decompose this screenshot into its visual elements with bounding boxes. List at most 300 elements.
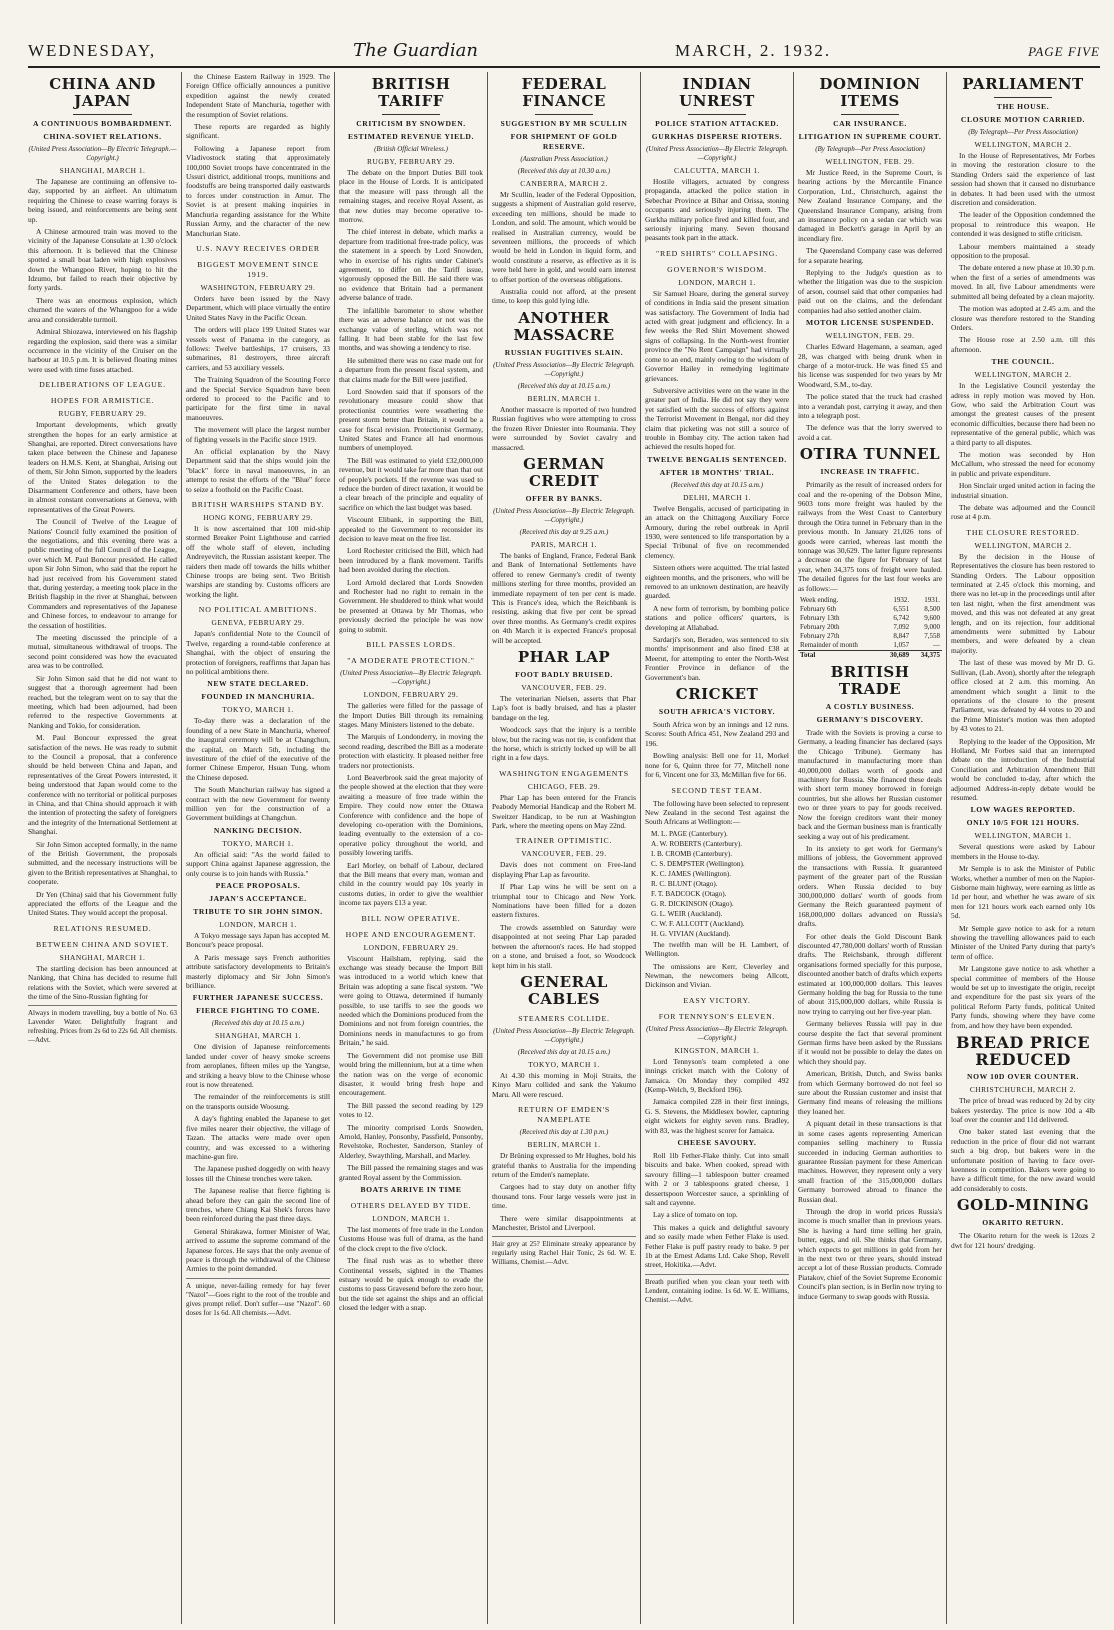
subheading: "A MODERATE PROTECTION." bbox=[347, 656, 475, 666]
article-body bbox=[645, 504, 789, 682]
subheading: ESTIMATED REVENUE YIELD. bbox=[347, 132, 474, 141]
masthead-page-number: PAGE FIVE bbox=[1028, 44, 1100, 59]
received-note: (Received this day at 10.30 a.m.) bbox=[517, 167, 611, 175]
dateline: TOKYO, MARCH 1. bbox=[222, 838, 294, 848]
advertisement: Hair grey at 25? Eliminate streaky appearance by regularly using Rachel Hair Tonic, 2s 6d. W. E. Williams, Chemist.—Advt. bbox=[492, 1236, 636, 1267]
subheading: TWELVE BENGALIS SENTENCED. bbox=[647, 454, 787, 464]
team-member: A. W. ROBERTS (Canterbury). bbox=[651, 839, 743, 848]
paragraph: The House rose at 2.50 a.m. till this afternoon. bbox=[951, 335, 1095, 354]
paragraph: At 4.30 this morning in Moji Straits, the Kinyo Maru collided and sank the Yakumo Maru. All were rescued. bbox=[492, 1070, 636, 1099]
subheading: GURKHAS DISPERSE RIOTERS. bbox=[651, 132, 783, 141]
table-cell: — bbox=[933, 641, 940, 650]
subheading: RELATIONS RESUMED. bbox=[53, 923, 152, 933]
paragraph: The defence was that the lorry swerved to avoid a cat. bbox=[798, 423, 942, 442]
masthead-date: MARCH, 2. 1932. bbox=[674, 41, 832, 60]
paragraph: The motion was adopted at 2.45 a.m. and the closure was therefore restored to the Standing Orders. bbox=[951, 304, 1095, 332]
article-body bbox=[951, 1096, 1095, 1193]
dateline: SHANGHAI, MARCH 1. bbox=[215, 1031, 301, 1041]
article-body bbox=[186, 931, 330, 990]
subheading: AFTER 18 MONTHS' TRIAL. bbox=[659, 467, 775, 477]
paragraph: The minority comprised Lords Snowden, Arnold, Hanley, Ponsonby, Passfield, Ponsonby, Revelstoke, Rochester, Sanderson, Stanley of Alderley, Swaythling, Marshall, and Marley. bbox=[339, 1122, 483, 1160]
divider bbox=[535, 114, 593, 115]
paragraph: If Phar Lap wins he will be sent on a triumphal tour to Chicago and New York. Nominations have been filled for a dozen eastern fixtures. bbox=[492, 882, 636, 920]
headline-another-massacre: ANOTHER MASSACRE bbox=[513, 308, 615, 344]
paragraph: Lord Rochester criticised the Bill, which had been introduced by a flank movement. Tariffs had been avoided during the election. bbox=[339, 546, 483, 575]
column-2 bbox=[181, 72, 334, 1624]
table-cell: February 6th bbox=[800, 605, 836, 614]
paragraph: The motion was seconded by Hon McCallum, who stressed the need for economy in public and private expenditure. bbox=[951, 449, 1095, 478]
paragraph: The price of bread was reduced by 2d by city bakers yesterday. The price is now 10d a 4lb loaf over the counter and 11d delivered. bbox=[951, 1096, 1095, 1124]
paragraph: Mr Semple gave notice to ask for a return showing the travelling allowances paid to each Minister of the United Party during that party's term of office. bbox=[951, 923, 1095, 961]
article-body bbox=[28, 420, 177, 918]
paragraph: The police stated that the truck had crashed into a verandah post, carrying it away, and then into a telegraph post. bbox=[798, 392, 942, 420]
article-body bbox=[186, 716, 330, 822]
dateline: CANBERRA, MARCH 2. bbox=[520, 179, 608, 188]
table-cell: Remainder of month bbox=[800, 641, 858, 650]
subheading: WASHINGTON ENGAGEMENTS bbox=[499, 768, 629, 778]
paragraph: The veterinarian Nielsen, asserts that Phar Lap's foot is badly bruised, and has a plaster bandage on the leg. bbox=[492, 693, 636, 722]
paragraph: The orders will place 199 United States war vessels west of Panama in the category, as follows: Twelve battleships, 17 cruisers, 33 submarines, 81 destroyers, three aircraft carriers, and 53 auxiliary vessels. bbox=[186, 325, 330, 372]
table-header-cell: 1931. bbox=[924, 596, 940, 605]
headline-dominion-items: DOMINION ITEMS bbox=[819, 75, 921, 110]
article-body bbox=[492, 1151, 636, 1232]
subheading: OFFER BY BANKS. bbox=[525, 493, 603, 503]
table-row bbox=[798, 641, 942, 651]
article-body bbox=[186, 524, 330, 599]
paragraph: Subversive activities were on the wane in the greater part of India. He did not say they were yet satisfied with the success of efforts against the Terrorist Movement in Bengal, nor did they claim that picketing was not still a source of trouble in Bombay city. The action taken had achieved the results hoped for. bbox=[645, 385, 789, 452]
table-cell: 6,551 bbox=[893, 605, 910, 614]
subheading: BOATS ARRIVE IN TIME bbox=[360, 1184, 462, 1194]
article-body bbox=[645, 940, 789, 990]
columns bbox=[28, 72, 1100, 1624]
subheading: BILL PASSES LORDS. bbox=[366, 640, 456, 650]
dateline: LONDON, FEBRUARY 29. bbox=[363, 942, 459, 952]
dateline: WELLINGTON, FEB. 29. bbox=[825, 331, 915, 341]
subheading: FOUNDED IN MANCHURIA. bbox=[201, 692, 315, 702]
wire-credit: (United Press Association—By Electric Telegraph.—Copyright.) bbox=[646, 1024, 788, 1042]
dateline: CHRISTCHURCH, MARCH 2. bbox=[969, 1085, 1077, 1095]
article-body bbox=[645, 177, 789, 243]
masthead-title: The Guardian bbox=[353, 40, 479, 61]
column-6 bbox=[793, 72, 946, 1624]
paragraph: For other deals the Gold Discount Bank discounted 47,780,000 dollars' worth of Russian drafts. The Reichsbank, through different organisations formed specially for this purpose, discounted another batch of drafts which experts estimated at 100,000,000 dollars. This leaves Germany holding the bag for Russia to the tune of about 315,000,000 dollars, while Russia is now trying to carrying out her five-year plan. bbox=[798, 931, 942, 1016]
paragraph: The debate was adjourned and the Council rose at 4 p.m. bbox=[951, 503, 1095, 522]
paragraph: The galleries were filled for the passage of the Import Duties Bill through its remaining stages. Many Ministers listened to the debate. bbox=[339, 701, 483, 729]
received-note: (Received this day at 10.15 a.m.) bbox=[517, 381, 611, 390]
paragraph: The remainder of the reinforcements is still on the transports outside Woosung. bbox=[186, 1092, 330, 1111]
article-body bbox=[798, 728, 942, 1301]
subheading: CHEESE SAVOURY. bbox=[677, 1138, 757, 1147]
paragraph: An official explanation by the Navy Department said that the ships would join the "black" force in naval manoeuvres, in an attempt to resist the efforts of the "Blue" force to seize a foothold on the Pacific Coast. bbox=[186, 447, 330, 494]
paragraph: A Tokyo message says Japan has accepted M. Boncour's peace proposal. bbox=[186, 931, 330, 950]
headline-british-tariff: BRITISH TARIFF bbox=[371, 75, 451, 110]
dateline: PARIS, MARCH 1. bbox=[531, 539, 597, 549]
table-cell: 30,689 bbox=[880, 651, 911, 661]
paragraph: Hon Sinclair urged united action in facing the industrial situation. bbox=[951, 481, 1095, 500]
paragraph: The Queensland Company case was deferred for a separate hearing. bbox=[798, 246, 942, 265]
dateline: CHICAGO, FEB. 29. bbox=[527, 781, 601, 791]
subheading: A CONTINUOUS BOMBARDMENT. bbox=[32, 119, 173, 128]
table-cell: 8,847 bbox=[893, 632, 910, 641]
subheading: A COSTLY BUSINESS. bbox=[825, 702, 915, 712]
dateline: VANCOUVER, FEB. 29. bbox=[521, 682, 607, 692]
paragraph: The Council of Twelve of the League of Nations' Council fully examined the position of the negotiations, and this evening there was a public meeting of the full Council of the League, over which M. Paul Boncour presided. He called upon Sir John Simon, who said that the report he had just received from his Government stated that, during yesterday, a meeting took place in the British flagship in the river at Shanghai, between Commanders and representatives of the Japanese and Chinese forces, to endeavour to arrange for the cessation of hostilities. bbox=[28, 517, 177, 630]
wire-credit: (United Press Association—By Electric Telegraph.—Copyright.) bbox=[28, 145, 177, 162]
paragraph: There was an enormous explosion, which churned the waters of the Whangpoo for a wide area and considerable turmoil. bbox=[28, 295, 177, 324]
team-member: I. B. CROMB (Canterbury). bbox=[651, 849, 733, 858]
team-member: K. C. JAMES (Wellington). bbox=[651, 869, 732, 878]
paragraph: The leader of the Opposition condemned the proposal to reintroduce this weapon. He contended it was designed to stifle criticism. bbox=[951, 210, 1095, 239]
dateline: WELLINGTON, MARCH 1. bbox=[974, 831, 1072, 841]
divider bbox=[994, 97, 1052, 98]
received-note: (Received this day at 1.30 p.m.) bbox=[519, 1128, 609, 1137]
paragraph: Lord Arnold declared that Lords Snowden and Rochester had no right to remain in the Government. He shuddered to think what would be presented at Ottawa by Mr Thomas, who previously decried the principle he was now going to submit. bbox=[339, 577, 483, 634]
paragraph: To-day there was a declaration of the founding of a new State in Manchuria, whereof the inaugural ceremony will be at Changchun, the capital, on March 5th, including the investiture of the chief of the executive of the former Chinese Emperor, Hsuan Tung, whom the Chinese deposed. bbox=[186, 716, 330, 782]
headline-china-and-japan: CHINA AND JAPAN bbox=[49, 75, 156, 110]
article-body bbox=[492, 190, 636, 306]
dateline: DELHI, MARCH 1. bbox=[683, 492, 751, 502]
column-1 bbox=[28, 72, 181, 1624]
dateline: WELLINGTON, MARCH 2. bbox=[974, 140, 1072, 149]
paragraph: The crowds assembled on Saturday were disappointed at not seeing Phar Lap paraded between the afternoon's races. He had stopped on a stone, and bruised a foot, so Woodcock kept him in his stall. bbox=[492, 922, 636, 970]
subheading: SECOND TEST TEAM. bbox=[671, 785, 763, 795]
dateline: WELLINGTON, FEB. 29. bbox=[825, 157, 915, 166]
headline-phar-lap: PHAR LAP bbox=[517, 647, 611, 666]
subheading: FURTHER JAPANESE SUCCESS. bbox=[192, 993, 324, 1003]
article-body bbox=[186, 850, 330, 878]
subheading: NANKING DECISION. bbox=[213, 825, 303, 835]
paragraph: A day's fighting enabled the Japanese to get five miles nearer their objective, the village of Tazan. The attacks were made over open country, and was excessed to a withering machine-gun fire. bbox=[186, 1114, 330, 1161]
paragraph: The Japanese are continuing an offensive to-day, supported by an airfleet. An ultimatum requiring the Chinese to cease warring forays is being issued, and reinforcements are being sent up. bbox=[28, 177, 177, 224]
dateline: VANCOUVER, FEB. 29. bbox=[521, 849, 607, 859]
subheading: PEACE PROPOSALS. bbox=[215, 881, 301, 890]
table-cell: 7,558 bbox=[924, 632, 940, 641]
subheading: SOUTH AFRICA'S VICTORY. bbox=[658, 707, 776, 717]
article-body bbox=[492, 1071, 636, 1099]
column-4 bbox=[487, 72, 640, 1624]
subheading: HOPE AND ENCOURAGEMENT. bbox=[345, 929, 477, 939]
paragraph: Through the drop in world prices Russia's income is much smaller than in previous years. She is having a hard time selling her grain, butter, eggs, and oil. She thinks that Germany, which expects to get millions in gold from her in the next two or three years, should instead accept a lot of these Russian products. Comrade Piatakov, chief of the Soviet Supreme Economic Council's plan section, is in Berlin now trying to induce Germany to swap goods with Russia. bbox=[798, 1206, 942, 1301]
dateline: LONDON, MARCH 1. bbox=[219, 920, 297, 929]
paragraph: Lord Tennyson's team completed a one innings cricket match with the Colony of Jamaica. On Monday they compiled 492 (Kemp-Welch, 9, Beckford 196). bbox=[645, 1056, 789, 1094]
paragraph: Phar Lap has been entered for the Francis Peabody Memorial Handicap and the Robert M. Sweitzer Handicap, to be run at Washington Park, where the meeting opens on May 22nd. bbox=[492, 792, 636, 831]
paragraph: Orders have been issued by the Navy Department, which will place virtually the entire United States Navy in the Pacific Ocean. bbox=[186, 293, 330, 322]
paragraph: The last of these was moved by Mr D. G. Sullivan, (Lab. Avon), shortly after the telegraph office closed at 2 a.m. this morning. An amendment which sought a limit to the operations of the closure to the present Parliament, was defeated by 44 votes to 20 and the Prime Minister's motion was then adopted by 43 votes to 21. bbox=[951, 658, 1095, 734]
paragraph: General Shirakawa, former Minister of War, arrived to assume the supreme command of the Japanese forces. He says that the only avenue of peace is through the withdrawal of the Chinese Armies to the point demanded. bbox=[186, 1226, 330, 1274]
paragraph: Dr Yen (China) said that his Government fully appreciated the efforts of the League and the United States. They would accept the proposal. bbox=[28, 889, 177, 918]
subheading: POLICE STATION ATTACKED. bbox=[655, 119, 779, 128]
masthead bbox=[28, 40, 1100, 68]
paragraph: In the Legislative Council yesterday the adress in reply motion was moved by Hon. Gow, who said the Arbitration Court was amongst the greatest causes of the present economic difficulties, because there had been no representative of the general public, which was a third party to all disputes. bbox=[951, 381, 1095, 447]
paragraph: Sixteen others were acquitted. The trial lasted eighteen months, and the prisoners, who will be removed to an unknown destination, are heavily guarded. bbox=[645, 563, 789, 601]
paragraph: A Chinese armoured train was moved to the vicinity of the Japanese Consulate at 1.30 o'clock this afternoon. It is believed that the Chinese spotted a small boat laden with high explosives down the Whangpoo River, hoping to hit the Idzumo, but failed to reach their objective by forty yards. bbox=[28, 227, 177, 293]
wire-credit: (United Press Association—By Electric Telegraph.—Copyright.) bbox=[340, 669, 482, 687]
table-header-cell: Week ending. bbox=[800, 596, 839, 605]
dateline: LONDON, MARCH 1. bbox=[372, 1213, 450, 1223]
subheading: CHINA-SOVIET RELATIONS. bbox=[43, 132, 162, 141]
paragraph: Earl Morley, on behalf of Labour, declared that the Bill means that every man, woman and child in the country would pay 10s yearly in customs duties, in order to give the wealthier income tax payers £13 a year. bbox=[339, 860, 483, 908]
paragraph: Roll 1lb Fether-Flake thinly. Cut into small biscuits and bake. When cooked, spread with savoury filling—1 tablespoon butter creamed with 2 or 3 tablespoons grated cheese, 1 dessertspoon Worcester sauce, a sprinkling of salt and cayenne. bbox=[645, 1151, 789, 1208]
paragraph: The banks of England, France, Federal Bank and Bank of International Settlements have offered to renew Germany's credit of twenty millions sterling for three months, provided an immediate repayment of ten per cent is made. This is France's idea, which the Reichbank is resisting, asking that five per cent be spread over three months. As Germany's credit expires on 4th March it is expected France's proposal will be accepted. bbox=[492, 550, 636, 645]
paragraph: The Japanese pushed doggedly on with heavy losses till the Chinese trenches were taken. bbox=[186, 1164, 330, 1183]
team-member: C. W. F. ALLCOTT (Auckland). bbox=[651, 919, 745, 928]
dateline: RUGBY, FEBRUARY 29. bbox=[58, 409, 147, 419]
article-body bbox=[492, 860, 636, 969]
subheading: FIERCE FIGHTING TO COME. bbox=[196, 1006, 320, 1016]
paragraph: Bowling analysis: Bell one for 11, Morkel none for 6, Quinn three for 77, Mitchell none for 6, Vincent one for 33, McMillan five for 66. bbox=[645, 751, 789, 780]
paragraph: Replying to the Judge's question as to whether the litigation was due to the suspicion of arson, counsel said that other companies had paid out on the claims, and the defendant companies had also settled another claim. bbox=[798, 268, 942, 315]
headline-german-credit: GERMAN CREDIT bbox=[523, 454, 605, 490]
dateline: BERLIN, MARCH 1. bbox=[527, 393, 601, 403]
paragraph: Hostile villagers, actuated by congress propaganda, attacked the police station in Sebechar Province at Bihar and Orissa, stoning occupants and seriously injuring them. The Gurkha military police fired and killed four, and seriously injuring many. Seven thousand peasants took part in the attack. bbox=[645, 177, 789, 243]
team-member: G. R. DICKINSON (Otago). bbox=[651, 899, 734, 908]
subheading: BILL NOW OPERATIVE. bbox=[361, 913, 461, 923]
paragraph: Mr Langstone gave notice to ask whether a special committee of members of the House would be set up to investigate the origin, receipt and expenditure for the past six years of the political Reform Party funds, political United Party funds, showing where they have come from, and how they have been expended. bbox=[951, 964, 1095, 1030]
divider bbox=[688, 114, 746, 115]
paragraph: The chief interest in debate, which marks a departure from traditional free-trade policy, was the statement in a speech by Lord Snowden, who in exercise of his rights under Cabinet's agreement, to differ on the Tariff issue, vigorously opposed the Bill. He said there was no evidence that Britain had a permanent adverse balance of trade. bbox=[339, 227, 483, 303]
subheading: THE COUNCIL. bbox=[991, 357, 1055, 367]
paragraph: One baker stated last evening that the reduction in the price of flour did not warrant such a big drop, but bakers were in the unfortunate position of having to face over-keenness in competition. Bakers were going to have a difficult time, for the new award would add considerably to costs. bbox=[951, 1127, 1095, 1193]
article-body bbox=[645, 1151, 789, 1270]
paragraph: Another massacre is reported of two hundred Russian fugitives who were attempting to cross the frozen River Dniester into Roumania. They were surrounded by Soviet cavalry and massacred. bbox=[492, 404, 636, 452]
dateline: WASHINGTON, FEBRUARY 29. bbox=[200, 282, 316, 292]
paragraph: The omissions are Kerr, Cleverley and Newman, the newcomers being Allcott, Dickinson and Vivian. bbox=[645, 961, 789, 990]
headline-federal-finance: FEDERAL FINANCE bbox=[521, 75, 607, 110]
paragraph: Charles Edward Hagemann, a seaman, aged 28, was charged with being drunk when in charge of a motor-truck. He was fined £5 and his license was suspended for two years by Mr Woodward, S.M., to-day. bbox=[798, 342, 942, 389]
paragraph: A piquant detail in these transactions is that in some cases agents representing American companies selling machinery to Russia succeeded in inducing German authorities to guarantee Russian payment for these American machines. However, they represent only a very small fraction of the 315,000,000 dollars Germany borrowed abroad to finance the Russian deal. bbox=[798, 1119, 942, 1204]
subheading: STEAMERS COLLIDE. bbox=[518, 1013, 610, 1023]
article-body bbox=[645, 720, 789, 779]
paragraph: Sir Samuel Hoare, during the general survey of conditions in India said the present situation was satisfactory. The Government of India had acted with great judgment and efficiency. In a few weeks the Red Shirt Movement showed signs of collapsing. In the North-west frontier province the "No Rent Campaign" had virtually come to an end, mainly owing to the wisdom of Governor Hailey in remedying legitimate grievances. bbox=[645, 288, 789, 383]
advertisement: Always in modern travelling, buy a bottle of No. 63 Lavender Water. Delightfully fragrant and refreshing. Prices from 2s 6d to 22s 6d. All chemists.—Advt. bbox=[28, 1005, 177, 1045]
subheading: TRAINER OPTIMISTIC. bbox=[515, 836, 613, 846]
paragraph: The Government did not promise use Bill would bring the millennium, but at a time when the nation was on the verge of economic disaster, it would bring fresh hope and encouragement. bbox=[339, 1050, 483, 1098]
dateline: WELLINGTON, MARCH 2. bbox=[974, 370, 1072, 380]
subheading: EASY VICTORY. bbox=[683, 995, 751, 1005]
headline-bread-price-reduced: BREAD PRICE REDUCED bbox=[955, 1033, 1091, 1070]
paragraph: By the decision in the House of Representatives the closure has been restored to Standing Orders. The Labour opposition terminated at 2.45 o'clock this morning, and there was no let-up in the proceedings until after ten last night, when the first amendment was moved, and this was not defeated at any great length, and on its rejection, four additional amendments were submitted by Labour members, and were defeated by a clean majority. bbox=[951, 551, 1095, 655]
dateline: KINGSTON, MARCH 1. bbox=[674, 1045, 760, 1055]
dateline: LONDON, FEBRUARY 29. bbox=[363, 690, 459, 700]
team-member: M. L. PAGE (Canterbury). bbox=[651, 829, 728, 838]
article-body bbox=[951, 151, 1095, 354]
received-note: (Received this day at 10.15 a.m.) bbox=[211, 1019, 305, 1028]
wire-credit: (By Telegraph—Per Press Association) bbox=[968, 128, 1078, 136]
subheading: FOR SHIPMENT OF GOLD RESERVE. bbox=[510, 132, 618, 151]
paragraph: The movement will place the largest number of fighting vessels in the Pacific since 1919. bbox=[186, 425, 330, 444]
subheading: NEW STATE DECLARED. bbox=[207, 679, 309, 689]
table-cell: 9,600 bbox=[924, 614, 940, 623]
paragraph: M. Paul Boncour expressed the great satisfaction of the news. He was ready to submit to the Council a proposal, that a conference should be held between China and Japan, and representatives of the Great Powers interested, it being understood that Japan would come to the conference with no territorial or political purposes in China, and that China should approach it with the intention of protecting the safety of foreigners and the integrity of the International Settlement at Shanghai. bbox=[28, 733, 177, 837]
freight-table bbox=[798, 596, 942, 660]
headline-otira-tunnel: OTIRA TUNNEL bbox=[799, 445, 941, 464]
divider bbox=[382, 114, 440, 115]
article-body bbox=[186, 294, 330, 494]
table-cell: 6,742 bbox=[893, 614, 910, 623]
article-body bbox=[339, 701, 483, 908]
paragraph: There were similar disappointments at Manchester, Bristol and Liverpool. bbox=[492, 1213, 636, 1232]
subheading: NOW 10D OVER COUNTER. bbox=[966, 1072, 1080, 1082]
article-body bbox=[28, 177, 177, 374]
paragraph: Important developments, which greatly strengthen the hopes for an early armistice at Shanghai, are reported. Direct conversations have taken place between the Chinese and Japanese leaders on H.M.S. Kent, at Shanghai, Arising out of them, Sir John Simon, supported by the leaders of the United States delegation to the Disarmament Conference and others, have been in almost constant conversations at Geneva, with representatives of the Great Powers. bbox=[28, 420, 177, 514]
team-list bbox=[645, 830, 789, 939]
paragraph: Mr Semple is to ask the Minister of Public Works, whether a number of men on the Napier-Gisborne main highway, were earning as little as 1d per hour, and whether he was aware of six men for 121 hours work each earned only 10s 5d. bbox=[951, 864, 1096, 921]
table-cell: Total bbox=[798, 651, 880, 661]
dateline: HONG KONG, FEBRUARY 29. bbox=[203, 513, 313, 523]
article-body bbox=[492, 694, 636, 763]
article-body bbox=[186, 1042, 330, 1273]
subheading: LOW WAGES REPORTED. bbox=[970, 805, 1076, 815]
paragraph: Trade with the Soviets is proving a curse to Germany, a leading financier has declared (says the Chicago Tribune). Germany has manufactured in manufacturing more than 40,000,000 dollars worth of goods and machinery for Russia. She financed these deals with short term money borrowed in foreign countries, but she allows her Russian customer two or three years to pay for goods received. Now the foreign creditors want their money back and the German business man is frantically seeking a way out of his predicament. bbox=[798, 728, 942, 841]
headline-general-cables: GENERAL CABLES bbox=[520, 972, 608, 1008]
paragraph: Australia could not afford, at the present time, to keep this gold lying idle. bbox=[492, 287, 636, 306]
article-body bbox=[798, 480, 942, 593]
paragraph: The Okarito return for the week is 12ozs 2 dwt for 121 hours' dredging. bbox=[951, 1231, 1095, 1250]
subheading: NO POLITICAL AMBITIONS. bbox=[198, 605, 318, 615]
article-body bbox=[798, 168, 942, 315]
paragraph: A Paris message says French authorities attribute satisfactory developments to Britain's masterly diplomacy and Sir John Simon's brilliance. bbox=[186, 952, 330, 991]
paragraph: The Marquis of Londonderry, in moving the second reading, described the Bill as a moderate protection with elasticity. It pleased neither free traders nor protectionists. bbox=[339, 732, 483, 770]
paragraph: Cargoes had to stay duty on another fifty thousand tons. Four large vessels were just in time. bbox=[492, 1182, 636, 1211]
wire-credit: (United Press Association—By Electric Telegraph.—Copyright.) bbox=[646, 145, 788, 162]
paragraph: The infallible barometer to show whether there was an adverse balance or not was the exchange value of sterling, which was not falling. It had been stable for the last few months, and was showing a tendency to rise. bbox=[339, 305, 483, 353]
paragraph: Viscount Elibank, in supporting the Bill, appealed to the Government to reconsider its decision to leave meat on the free list. bbox=[339, 515, 483, 544]
subheading: CLOSURE MOTION CARRIED. bbox=[960, 115, 1086, 124]
subheading: INCREASE IN TRAFFIC. bbox=[820, 467, 920, 477]
paragraph: The following have been selected to represent New Zealand in the second Test against the South Africans at Wellington:— bbox=[645, 798, 789, 827]
table-cell: February 20th bbox=[800, 623, 840, 632]
paragraph: In its anxiety to get work for Germany's millions of jobless, the Government approved the transactions with Russia. It guaranteed payment of the greater part of the Russian orders. When Russia decided to buy 300,000,000 dollars' worth of goods from Germany the Reich guaranteed payment of 168,000,000 dollars advanced on Russia's drafts. bbox=[798, 843, 942, 929]
subheading: OKARITO RETURN. bbox=[982, 1218, 1064, 1228]
subheading: ONLY 10/5 FOR 121 HOURS. bbox=[966, 818, 1080, 828]
paragraph: Dr Brüning expressed to Mr Hughes, bold his grateful thanks to Australia for the impending return of the Emden's nameplate. bbox=[492, 1151, 636, 1179]
paragraph: The final rush was as to whether three Continental vessels, sighted in the Thames estuary would be quick enough to evade the customs to pass Gravesend before the zero hour, but the tide set against the ships and an official closed the ledger with a snap. bbox=[339, 1256, 483, 1313]
table-total-row bbox=[798, 651, 942, 661]
paragraph: Labour members maintained a steady opposition to the proposal. bbox=[951, 241, 1095, 261]
article-body bbox=[645, 799, 789, 827]
paragraph: Woodcock says that the injury is a terrible blow, but the racing was not tie, is confident that the horse, which is strictly locked up will be all right in a few days. bbox=[492, 725, 636, 763]
subheading: BETWEEN CHINA AND SOVIET. bbox=[36, 939, 169, 949]
table-cell: 8,500 bbox=[924, 605, 940, 614]
advertisement: Breath purified when you clean your teeth with Lendent, containing iodine. 1s 6d. W. E. Williams, Chemist.—Advt. bbox=[645, 1274, 789, 1305]
wire-credit: (United Press Association—By Electric Telegraph.—Copyright.) bbox=[493, 506, 635, 524]
advertisement: A unique, never-failing remedy for hay fever "Nazol"—Goes right to the root of the trouble and gives prompt relief. Don't suffer—use "Nazol". 60 doses for 1s 6d. All chemists.—Advt. bbox=[186, 1278, 330, 1318]
paragraph: Mr Justice Reed, in the Supreme Court, is hearing actions by the Mercantile Finance Corporation, Ltd., Christchurch, against the New Zealand Insurance Company, and the Queensland Insurance Company, arising from an insurance policy on a sedan car which was damaged in Beckett's garage in April by an incendiary fire. bbox=[798, 168, 942, 243]
article-body bbox=[28, 964, 177, 1002]
team-member: G. L. WEIR (Auckland). bbox=[651, 909, 723, 918]
article-body bbox=[339, 168, 483, 634]
paragraph: South Africa won by an innings and 12 runs. Scores: South Africa 451, New Zealand 293 and 196. bbox=[645, 720, 789, 748]
article-body bbox=[951, 842, 1095, 1030]
paragraph: Admiral Shiozawa, interviewed on his flagship regarding the explosion, said there was a similar occurrence in the vicinity of the Cruiser on the harbour at 10.5 p.m. It is believed floating mines were used with time fuses attached. bbox=[28, 327, 177, 374]
paragraph: Sir John Simon accepted formally, in the name of the British Government, the proposals submitted, and the necessary instructions will be given to the British representatives at Shanghai, to cooperate. bbox=[28, 839, 178, 887]
paragraph: Following a Japanese report from Vladivostock stating that approximately 100,000 Soviet troops have concentrated in the Ussuri district, additional troops, munitions and foodstuffs are being transported daily eastwards to forces under construction in Amur. The Soviet is at present making inquiries in Manchuria regarding assistance for the White Russian Army, and the character of the new Manchurian State. bbox=[186, 143, 330, 238]
subheading: RUSSIAN FUGITIVES SLAIN. bbox=[504, 347, 624, 357]
table-header-row bbox=[798, 596, 942, 605]
subheading: RETURN OF EMDEN'S NAMEPLATE bbox=[517, 1105, 611, 1125]
dateline: SHANGHAI, MARCH 1. bbox=[59, 166, 146, 175]
subheading: JAPAN'S ACCEPTANCE. bbox=[209, 894, 307, 903]
dateline: LONDON, MARCH 1. bbox=[678, 277, 756, 287]
table-cell: February 27th bbox=[800, 632, 840, 641]
subheading: BIGGEST MOVEMENT SINCE 1919. bbox=[197, 259, 319, 279]
paragraph: Jamaica compiled 228 in their first innings, G. S. Stevens, the Middlesex bowler, capturing eight wickets for eighty seven runs. Bradley, with 83, was the highest scorer for Jamaica. bbox=[645, 1097, 789, 1135]
paragraph: Sir John Simon said that he did not want to suggest that a thorough agreement had been reached, but the telegram went on to say that the meeting, which had been adjourned, had been referred to the respective Governments at Nanking and Tokio, for consideration. bbox=[28, 673, 177, 730]
paragraph: Lord Beaverbrook said the great majority of the people showed at the election that they were awaiting a measure of free trade within the Empire. They could now enter the Ottawa Conference with confidence and the hope of developing co-operation with the Dominions, leading eventually to the extension of a co-operative policy throughout the world, and possibly lowering tariffs. bbox=[339, 772, 483, 858]
article-body bbox=[339, 1225, 483, 1313]
wire-credit: (United Press Association—By Electric Telegraph.—Copyright.) bbox=[493, 1026, 635, 1044]
masthead-day: WEDNESDAY, bbox=[28, 41, 157, 60]
paragraph: An official said: "As the world failed to support China against Japanese aggression, the only course is to join hands with Russia." bbox=[186, 849, 330, 878]
paragraph: The meeting discussed the principle of a mutual, simultaneous withdrawal of troops. The second point considered was how the evacuated area was to be controlled. bbox=[28, 633, 177, 671]
subheading: BRITISH WARSHIPS STAND BY. bbox=[191, 500, 325, 510]
table-row bbox=[798, 614, 942, 623]
subheading: GOVERNOR'S WISDOM. bbox=[667, 264, 767, 274]
dateline: RUGBY, FEBRUARY 29. bbox=[367, 157, 455, 166]
paragraph: The Bill passed the remaining stages and was granted Royal assent by the Commission. bbox=[339, 1163, 483, 1182]
dateline: TOKYO, MARCH 1. bbox=[528, 1059, 600, 1069]
paragraph: A new form of terrorism, by bombing police stations and police officers' quarters, is developing at Allahabad. bbox=[645, 603, 789, 632]
paragraph: Germany believes Russia will pay in due course despite the fact that several prominent German firms have been asked by the Russians if it would not be possible to delay the dates on which they should pay. bbox=[798, 1019, 942, 1066]
headline-gold-mining: GOLD-MINING bbox=[956, 1196, 1090, 1215]
article-body bbox=[951, 1231, 1095, 1250]
headline-parliament: PARLIAMENT bbox=[962, 75, 1084, 93]
dateline: CALCUTTA, MARCH 1. bbox=[673, 166, 760, 175]
subheading: "RED SHIRTS" COLLAPSING. bbox=[656, 248, 778, 258]
article-body bbox=[339, 954, 483, 1182]
dateline: BERLIN, MARCH 1. bbox=[527, 1140, 601, 1150]
paragraph: The South Manchurian railway has signed a contract with the new Government for twenty million yen for the construction of a Government buildings at Changchun. bbox=[186, 785, 330, 823]
paragraph: Primarily as the result of increased orders for coal and the re-opening of the Dobson Mine, 9603 tons more freight was hauled by the railways from the West Coast to Canterbury through the Otira tunnel in February than in the previous month. In January 21,026 tons of goods were carried, whereas last month the tonnage was 30,629. The latter figure represents a decrease on the figure for February of last year, when 34,375 tons of freight were hauled. The detailed figures for the last four weeks are as follows:— bbox=[798, 480, 942, 593]
subheading: MOTOR LICENSE SUSPENDED. bbox=[806, 318, 934, 328]
wire-credit: (United Press Association—By Electric Telegraph.—Copyright.) bbox=[493, 360, 635, 378]
table-cell: 9,000 bbox=[924, 623, 940, 632]
table-cell: February 13th bbox=[800, 614, 840, 623]
headline-cricket: CRICKET bbox=[675, 685, 759, 704]
subheading: OTHERS DELAYED BY TIDE. bbox=[350, 1200, 472, 1210]
article-body bbox=[186, 72, 330, 238]
wire-credit: (Australian Press Association.) bbox=[520, 155, 608, 163]
paragraph: Japan's confidential Note to the Council of Twelve, regarding a round-table conference at Shanghai, with the object of ensuring the protection of foreigners, reaffirms that Japan has no political ambitions there. bbox=[186, 629, 330, 676]
team-member: H. G. VIVIAN (Auckland). bbox=[651, 929, 731, 938]
article-body bbox=[645, 1057, 789, 1135]
subheading: CRITICISM BY SNOWDEN. bbox=[356, 119, 466, 128]
subheading: THE CLOSURE RESTORED. bbox=[966, 527, 1080, 537]
received-note: (Received this day at 10.15 a.m.) bbox=[517, 1047, 611, 1056]
column-5 bbox=[640, 72, 793, 1624]
paragraph: Lay a slice of tomato on top. bbox=[653, 1210, 738, 1220]
article-body bbox=[951, 381, 1095, 522]
paragraph: One division of Japanese reinforcements landed under cover of heavy smoke screens from aeroplanes, fifteen miles up the Yangtse, and striking a heavy blow to the Chinese whose rout is now threatened. bbox=[186, 1042, 330, 1090]
dateline: TOKYO, MARCH 1. bbox=[222, 705, 294, 715]
article-body bbox=[492, 793, 636, 831]
paragraph: The debate entered a new phase at 10.30 p.m. when the first of a series of amendments was moved. In all, five Labour amendments were submitted all being defeated by a clean majority. bbox=[951, 263, 1095, 301]
divider bbox=[73, 114, 133, 115]
paragraph: The debate on the Import Duties Bill took place in the House of Lords. It is anticipated that the measure will pass through all the remaining stages, and receive Royal Assent, as that new duties may become operative to-morrow. bbox=[339, 168, 483, 225]
paragraph: American, British, Dutch, and Swiss banks from which Germany borrowed do not feel so sure about the Russian customer and insist that Germany find means of releasing the millions they loaned her. bbox=[798, 1069, 942, 1116]
received-note: (Received this day at 9.25 a.m.) bbox=[519, 527, 609, 536]
paragraph: He submitted there was no case made out for a departure from the present fiscal system, and that claims made for the Bill were justified. bbox=[339, 355, 483, 384]
paragraph: The last moments of free trade in the London Customs House was full of drama, as the hand of the clock crept to the five o'clock. bbox=[339, 1224, 483, 1253]
article-body bbox=[492, 551, 636, 645]
paragraph: Davis does not comment on Free-land displaying Phar Lap as favourite. bbox=[492, 860, 636, 879]
received-note: (Received this day at 10.15 a.m.) bbox=[670, 480, 764, 489]
table-cell: 34,375 bbox=[911, 651, 942, 661]
paragraph: This makes a quick and delightful savoury and so easily made when Fether Flake is used. Fether Flake is puff pastry ready to bake. 9 per 1b at the Ernest Adams Ltd. Cake Shop, Revell street, Hokitika.—Advt. bbox=[645, 1222, 789, 1270]
column-3 bbox=[334, 72, 487, 1624]
subheading: CAR INSURANCE. bbox=[833, 119, 907, 128]
paragraph: The Bill passed the second reading by 129 votes to 12. bbox=[339, 1100, 483, 1120]
